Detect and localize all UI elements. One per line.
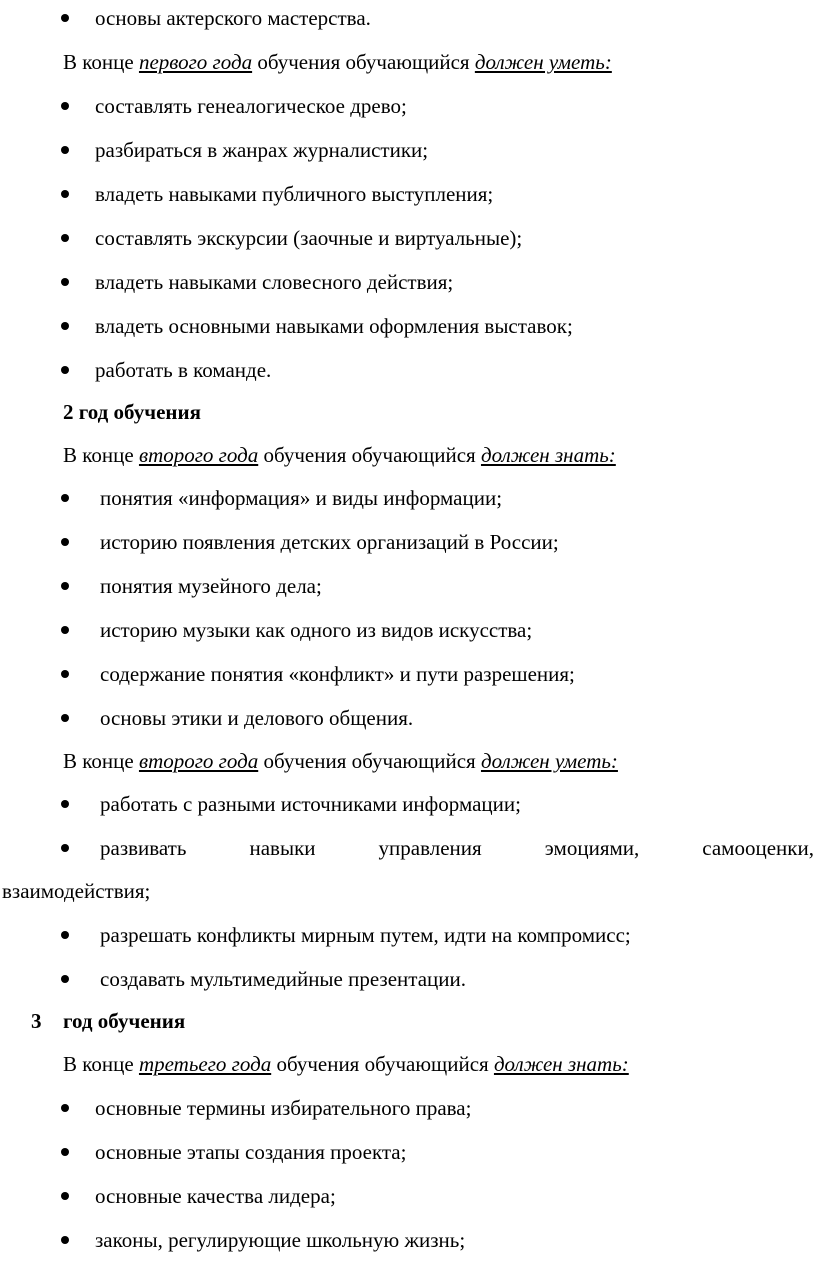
bullet-icon bbox=[61, 1192, 69, 1200]
list-item: владеть навыками публичного выступления; bbox=[95, 182, 494, 206]
bullet-icon bbox=[61, 844, 69, 852]
bullet-icon bbox=[61, 1148, 69, 1156]
list-item: основные термины избирательного права; bbox=[95, 1096, 472, 1120]
list-item: работать в команде. bbox=[95, 358, 272, 382]
bullet-icon bbox=[61, 14, 69, 22]
bullet-icon bbox=[61, 494, 69, 502]
list-item: владеть навыками словесного действия; bbox=[95, 270, 454, 294]
bullet-icon bbox=[61, 366, 69, 374]
list-item: основы этики и делового общения. bbox=[100, 706, 414, 730]
bullet-icon bbox=[61, 931, 69, 939]
list-item: основные этапы создания проекта; bbox=[95, 1140, 407, 1164]
section-heading-number: 3 bbox=[31, 1009, 42, 1033]
section-heading: 2 год обучения bbox=[63, 400, 201, 424]
section-intro: В конце первого года обучения обучающийся должен уметь: bbox=[63, 50, 612, 74]
bullet-icon bbox=[61, 1104, 69, 1112]
bullet-icon bbox=[61, 322, 69, 330]
bullet-icon bbox=[61, 102, 69, 110]
list-item: историю музыки как одного из видов искусства; bbox=[100, 618, 533, 642]
list-item: владеть основными навыками оформления выставок; bbox=[95, 314, 573, 338]
list-item: основы актерского мастерства. bbox=[95, 6, 371, 30]
bullet-icon bbox=[61, 626, 69, 634]
section-heading: год обучения bbox=[63, 1009, 186, 1033]
list-item: составлять экскурсии (заочные и виртуальные); bbox=[95, 226, 523, 250]
section-intro: В конце второго года обучения обучающийся должен уметь: bbox=[63, 749, 618, 773]
list-item: понятия «информация» и виды информации; bbox=[100, 486, 503, 510]
bullet-icon bbox=[61, 670, 69, 678]
section-intro: В конце второго года обучения обучающийся должен знать: bbox=[63, 443, 616, 467]
bullet-icon bbox=[61, 538, 69, 546]
section-intro: В конце третьего года обучения обучающийся должен знать: bbox=[63, 1052, 629, 1076]
list-item: основные качества лидера; bbox=[95, 1184, 336, 1208]
bullet-icon bbox=[61, 975, 69, 983]
bullet-icon bbox=[61, 234, 69, 242]
bullet-icon bbox=[61, 800, 69, 808]
bullet-icon bbox=[61, 714, 69, 722]
list-item: разбираться в жанрах журналистики; bbox=[95, 138, 429, 162]
list-item: законы, регулирующие школьную жизнь; bbox=[95, 1228, 466, 1252]
list-item-justified: развивать навыки управления эмоциями, самооценки, bbox=[100, 836, 814, 860]
list-item: историю появления детских организаций в России; bbox=[100, 530, 559, 554]
bullet-icon bbox=[61, 146, 69, 154]
list-item: работать с разными источниками информации; bbox=[100, 792, 521, 816]
list-item: составлять генеалогическое древо; bbox=[95, 94, 407, 118]
list-item: понятия музейного дела; bbox=[100, 574, 322, 598]
bullet-icon bbox=[61, 1236, 69, 1244]
bullet-icon bbox=[61, 278, 69, 286]
list-item: содержание понятия «конфликт» и пути разрешения; bbox=[100, 662, 575, 686]
bullet-icon bbox=[61, 190, 69, 198]
list-item: разрешать конфликты мирным путем, идти на компромисс; bbox=[100, 923, 631, 947]
bullet-icon bbox=[61, 582, 69, 590]
list-item: создавать мультимедийные презентации. bbox=[100, 967, 467, 991]
list-item-continuation: взаимодействия; bbox=[2, 879, 151, 903]
